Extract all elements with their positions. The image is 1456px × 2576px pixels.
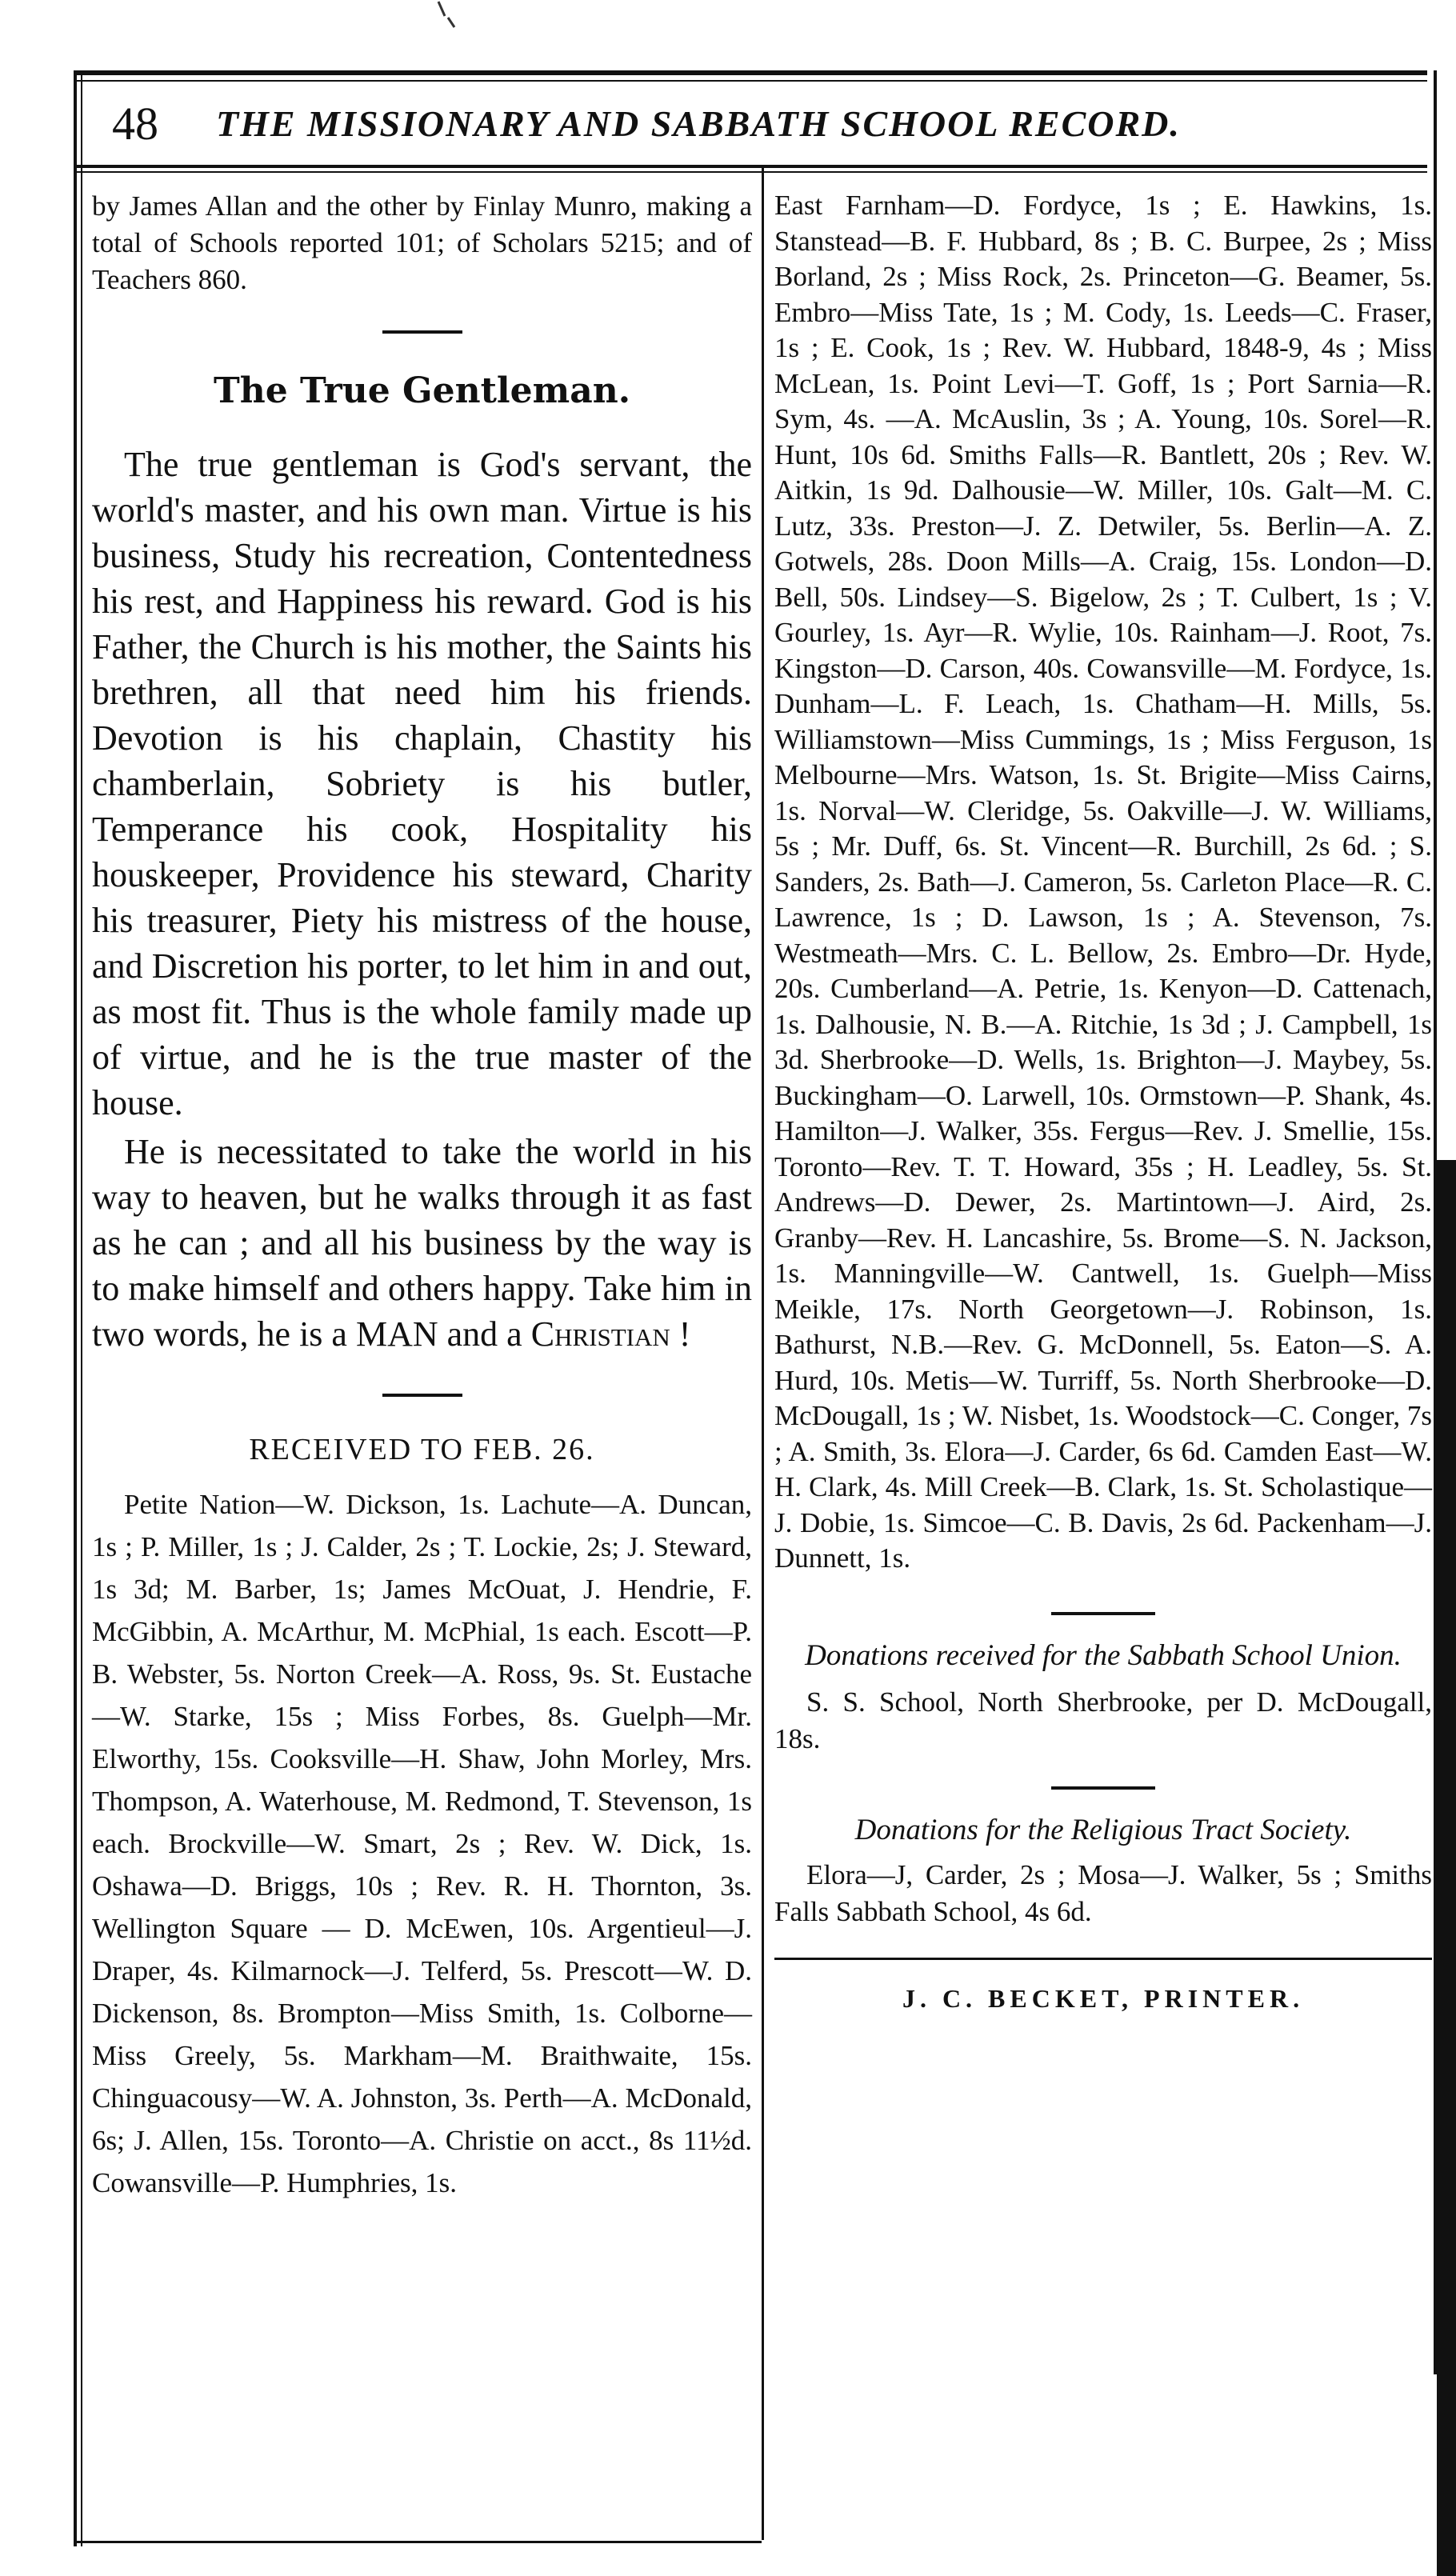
bottom-rule xyxy=(74,2541,762,2543)
printer-rule xyxy=(774,1958,1432,1960)
section-rule-3 xyxy=(1051,1612,1155,1615)
received-list: Petite Nation—W. Dickson, 1s. Lachute—A. Duncan, 1s ; P. Miller, 1s ; J. Calder, 2s ; T. Lockie, 2s; J. Steward, 1s 3d; M. Barber, 1s; James McOuat, J. Hendrie, F. McGibbin, A. McArthur, M. McPhial, 1s each. Escott—P. B. Webster, 5s. Norton Creek—A. Ross, 9s. St. Eustache—W. Starke, 15s ; Miss Forbes, 8s. Guelph—Mr. Elworthy, 15s. Cooksville—H. Shaw, John Morley, Mrs. Thompson, A. Waterhouse, M. Redmond, T. Stevenson, 1s each. Brockville—W. Smart, 2s ; Rev. W. Dick, 1s. Oshawa—D. Briggs, 10s ; Rev. R. H. Thornton, 3s. Wellington Square — D. McEwen, 10s. Argentieul—J. Draper, 4s. Kilmarnock—J. Telferd, 5s. Prescott—W. D. Dickenson, 8s. Brompton—Miss Smith, 1s. Colborne—Miss Greely, 5s. Markham—M. Braithwaite, 15s. Chinguacousy—W. A. Johnston, 3s. Perth—A. McDonald, 6s; J. Allen, 15s. Toronto—A. Christie on acct., 8s 11½d. Cowansville—P. Humphries, 1s. xyxy=(92,1489,752,2198)
essay-paragraph-1: The true gentleman is God's servant, the world's master, and his own man. Virtue is his business, Study his recreation, Contentedness his rest, and Happiness his reward. God is his Father, the Church is his mother, the Saints his brethren, all that need him his friends. Devotion is his chaplain, Chastity his chamberlain, Sobriety is his butler, Temperance his cook, Hospitality his houskeeper, Providence his steward, Charity his treasurer, Piety his mistress of the house, and Discretion his porter, to let him in and out, as most fit. Thus is the whole family made up of virtue, and he is the true master of the house. xyxy=(92,445,752,1122)
essay-title: The True Gentleman. xyxy=(213,370,631,411)
header-rule-thin xyxy=(74,171,1427,173)
received-list-continued: East Farnham—D. Fordyce, 1s ; E. Hawkins, 1s. Stanstead—B. F. Hubbard, 8s ; B. C. Burpee, 2s ; Miss Borland, 2s ; Miss Rock, 2s. Princeton—G. Beamer, 5s. Embro—Miss Tate, 1s ; M. Cody, 1s. Leeds—C. Fraser, 1s ; E. Cook, 1s ; Rev. W. Hubbard, 1848-9, 4s ; Miss McLean, 1s. Point Levi—T. Goff, 1s ; Port Sarnia—R. Sym, 4s. —A. McAuslin, 3s ; A. Young, 10s. Sorel—R. Hunt, 10s 6d. Smiths Falls—R. Bantlett, 20s ; Rev. W. Aitkin, 1s 9d. Dalhousie—W. Miller, 10s. Galt—M. C. Lutz, 33s. Preston—J. Z. Detwiler, 5s. Berlin—A. Z. Gotwels, 28s. Doon Mills—A. Craig, 15s. London—D. Bell, 50s. Lindsey—S. Bigelow, 2s ; T. Culbert, 1s ; V. Gourley, 1s. Ayr—R. Wylie, 10s. Rainham—J. Root, 7s. Kingston—D. Carson, 40s. Cowansville—M. Fordyce, 1s. Dunham—L. F. Leach, 1s. Chatham—H. Mills, 5s. Williamstown—Miss Cummings, 1s ; Miss Ferguson, 1s Melbourne—Mrs. Watson, 1s. St. Brigite—Miss Cairns, 1s. Norval—W. Cleridge, 5s. Oakville—J. W. Williams, 5s ; Mr. Duff, 6s. St. Vincent—R. Burchill, 2s 6d. ; S. Sanders, 2s. Bath—J. Cameron, 5s. Carleton Place—R. C. Lawrence, 1s ; D. Lawson, 1s ; A. Stevenson, 7s. Westmeath—Mrs. C. L. Bellow, 2s. Embro—Dr. Hyde, 20s. Cumberland—A. Petrie, 1s. Kenyon—D. Cattenach, 1s. Dalhousie, N. B.—A. Ritchie, 1s 3d ; J. Campbell, 1s 3d. Sherbrooke—D. Wells, 1s. Brighton—J. Maybey, 5s. Buckingham—O. Larwell, 10s. Ormstown—P. Shank, 4s. Hamilton—J. Walker, 35s. Fergus—Rev. J. Smellie, 15s. Toronto—Rev. T. T. Howard, 35s ; H. Leadley, 5s. St. Andrews—D. Dewer, 2s. Martintown—J. Aird, 2s. Granby—Rev. H. Lancashire, 5s. Brome—S. N. Jackson, 1s. Manningville—W. Cantwell, 1s. Guelph—Miss Meikle, 17s. North Georgetown—J. Robinson, 1s. Bathurst, N.B.—Rev. G. McDonnell, 5s. Eaton—S. A. Hurd, 10s. Metis—W. Turriff, 5s. North Sherbrooke—D. McDougall, 1s ; W. Nisbet, 1s. Woodstock—C. Conger, 7s ; A. Smith, 3s. Elora—J. Carder, 6s 6d. Camden East—W. H. Clark, 4s. Mill Creek—B. Clark, 1s. St. Scholastique—J. Dobie, 1s. Simcoe—C. B. Davis, 2s 6d. Packenham—J. Dunnett, 1s. xyxy=(774,190,1432,1574)
essay-p2-and: and a xyxy=(438,1314,531,1354)
left-column xyxy=(92,188,752,2204)
page-header xyxy=(112,94,1408,152)
intro-text: by James Allan and the other by Finlay Munro, making a total of Schools reported 101; of Scholars 5215; and of Teachers 860. xyxy=(92,190,752,295)
section-rule xyxy=(382,330,462,334)
column-divider xyxy=(762,168,764,2540)
section-rule-4 xyxy=(1051,1786,1155,1790)
stray-mark xyxy=(437,0,461,32)
essay-p2-man: MAN xyxy=(355,1314,438,1354)
right-column xyxy=(774,188,1432,2014)
ssu-heading: Donations received for the Sabbath School Union. xyxy=(805,1638,1402,1672)
essay-p2-christian: Christian xyxy=(530,1314,670,1354)
essay-paragraph-2 xyxy=(92,1129,752,1357)
top-rule-thin xyxy=(74,80,1427,82)
left-border-inner xyxy=(81,70,82,2546)
essay-p2-text: He is necessitated to take the world in his way to heaven, but he walks through it as fast as he can ; and all his business by the way is to make himself and others happy. Take him in two words, he is a xyxy=(92,1132,752,1354)
running-title: THE MISSIONARY AND SABBATH SCHOOL RECORD. xyxy=(216,102,1181,144)
rts-heading: Donations for the Religious Tract Society. xyxy=(854,1813,1352,1846)
received-title: RECEIVED TO FEB. 26. xyxy=(249,1433,595,1466)
page-number: 48 xyxy=(112,97,158,150)
printer-imprint: J. C. BECKET, PRINTER. xyxy=(902,1983,1305,2013)
top-rule xyxy=(74,70,1427,75)
ssu-text: S. S. School, North Sherbrooke, per D. McDougall, 18s. xyxy=(774,1686,1432,1754)
essay-p2-end: ! xyxy=(670,1314,691,1354)
section-rule-2 xyxy=(382,1394,462,1397)
right-edge-shadow xyxy=(1437,1160,1456,2576)
rts-text: Elora—J, Carder, 2s ; Mosa—J. Walker, 5s ; Smiths Falls Sabbath School, 4s 6d. xyxy=(774,1858,1432,1927)
header-rule xyxy=(74,165,1427,168)
left-border xyxy=(74,70,77,2546)
